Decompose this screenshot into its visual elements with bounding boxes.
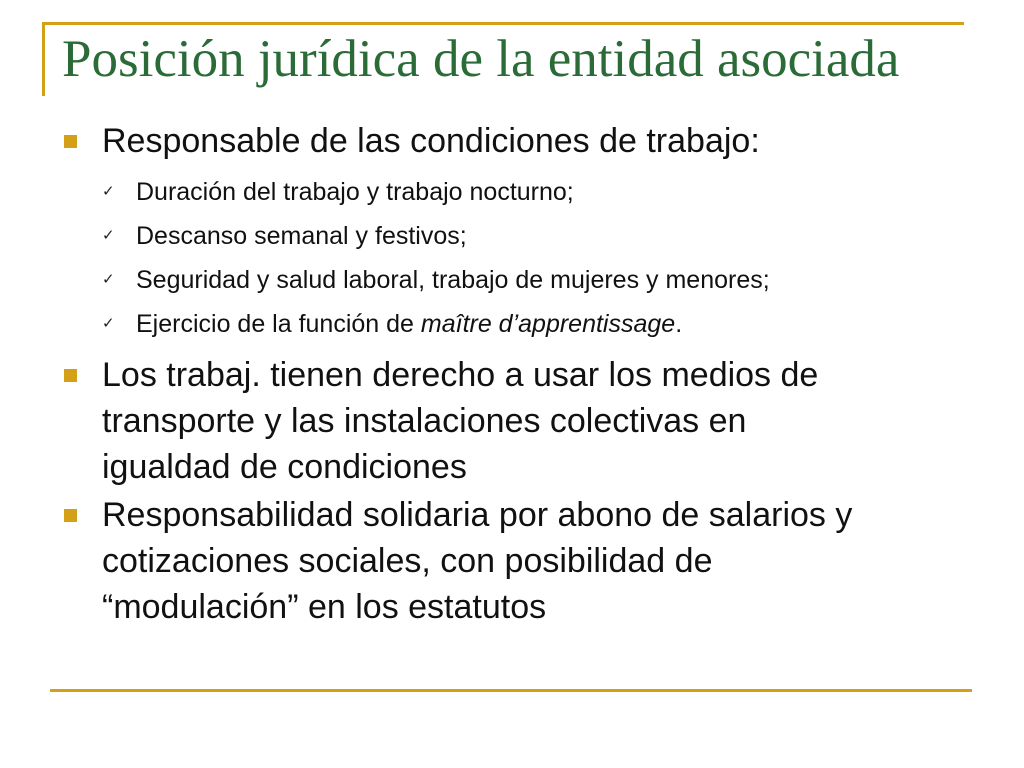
square-bullet-icon: [64, 369, 77, 382]
square-bullet-icon: [64, 135, 77, 148]
frame-bottom-rule: [50, 689, 972, 692]
sub-item-text-end: .: [675, 310, 683, 338]
checkmark-icon: ✓: [102, 227, 115, 244]
bullet-item: [62, 118, 1002, 164]
bullet-line: igualdad de condiciones: [102, 448, 467, 486]
slide-title: Posición jurídica de la entidad asociada: [62, 30, 900, 88]
sub-item-text: Descanso semanal y festivos;: [136, 222, 467, 250]
bullet-item: [62, 352, 1002, 490]
bullet-text: Responsable de las condiciones de trabajo:: [102, 122, 760, 160]
bullet-item: [62, 492, 1002, 630]
bullet-line: cotizaciones sociales, con posibilidad de: [102, 542, 713, 580]
sub-item: [62, 214, 1002, 258]
sub-item-italic-term: maître d’apprentissage: [420, 310, 676, 338]
sub-list: [62, 170, 1002, 346]
slide-content: [62, 118, 1002, 630]
frame-top-rule: [42, 22, 964, 25]
checkmark-icon: ✓: [102, 271, 115, 288]
bullet-line: “modulación” en los estatutos: [102, 588, 547, 626]
square-bullet-icon: [64, 509, 77, 522]
bullet-line: Responsabilidad solidaria por abono de salarios y: [102, 496, 853, 534]
frame-left-rule: [42, 22, 45, 96]
sub-item: [62, 302, 1002, 346]
checkmark-icon: ✓: [102, 315, 115, 332]
sub-item-text: Seguridad y salud laboral, trabajo de mujeres y menores;: [136, 266, 770, 294]
sub-item-text-start: Ejercicio de la función de: [136, 310, 421, 338]
checkmark-icon: ✓: [102, 183, 115, 200]
bullet-line: Los trabaj. tienen derecho a usar los medios de: [102, 356, 819, 394]
sub-item-text: Duración del trabajo y trabajo nocturno;: [136, 178, 574, 206]
bullet-line: transporte y las instalaciones colectivas en: [102, 402, 747, 440]
sub-item: [62, 258, 1002, 302]
sub-item: [62, 170, 1002, 214]
